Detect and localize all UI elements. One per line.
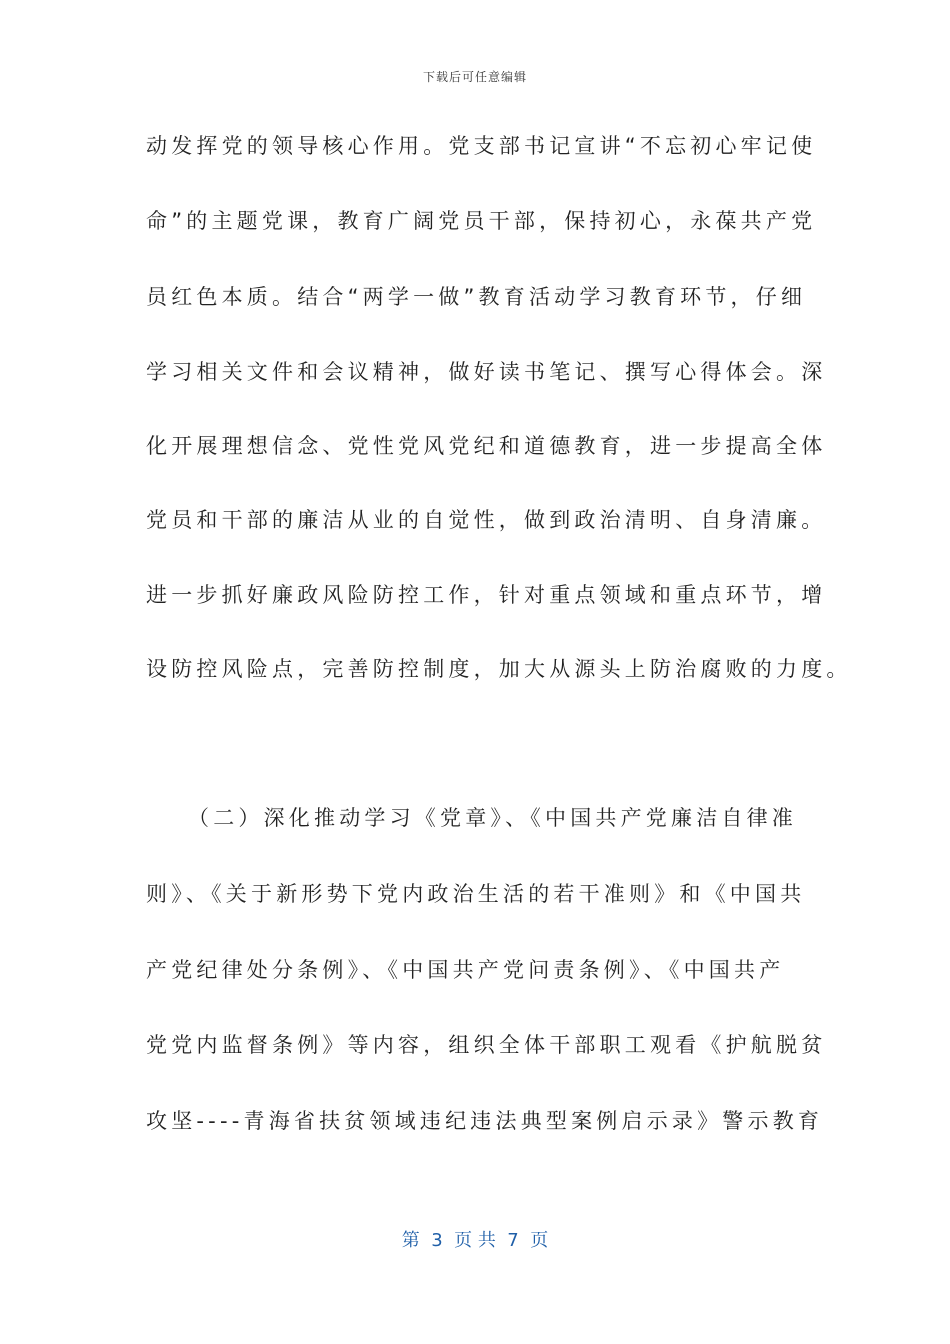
text-line: 攻坚----青海省扶贫领域违纪违法典型案例启示录》警示教育 bbox=[146, 1109, 824, 1133]
text-line: 动发挥党的领导核心作用。党支部书记宣讲“不忘初心牢记使 bbox=[146, 134, 817, 158]
text-line: 学习相关文件和会议精神，做好读书笔记、撰写心得体会。深 bbox=[146, 360, 827, 384]
text-line: 则》、《关于新形势下党内政治生活的若干准则》和《中国共 bbox=[146, 882, 806, 906]
text-line: 党党内监督条例》等内容，组织全体干部职工观看《护航脱贫 bbox=[146, 1033, 827, 1057]
text-line: 设防控风险点，完善防控制度，加大从源头上防治腐败的力度。 bbox=[146, 657, 852, 681]
page-number: 第 3 页 共 7 页 bbox=[401, 1230, 549, 1251]
text-line: 命”的主题党课，教育广阔党员干部，保持初心，永葆共产党 bbox=[146, 209, 817, 233]
text-line: 产党纪律处分条例》、《中国共产党问责条例》、《中国共产 bbox=[146, 958, 785, 982]
text-line: 进一步抓好廉政风险防控工作，针对重点领域和重点环节，增 bbox=[146, 583, 827, 607]
text-line: 党员和干部的廉洁从业的自觉性，做到政治清明、自身清廉。 bbox=[146, 508, 827, 532]
page-header: 下载后可任意编辑 bbox=[422, 70, 527, 84]
text-line: 员红色本质。结合“两学一做”教育活动学习教育环节，仔细 bbox=[146, 285, 807, 309]
paragraph-first-line: （二）深化推动学习《党章》、《中国共产党廉洁自律准 bbox=[188, 806, 797, 830]
text-line: 化开展理想信念、党性党风党纪和道德教育，进一步提高全体 bbox=[146, 434, 827, 458]
